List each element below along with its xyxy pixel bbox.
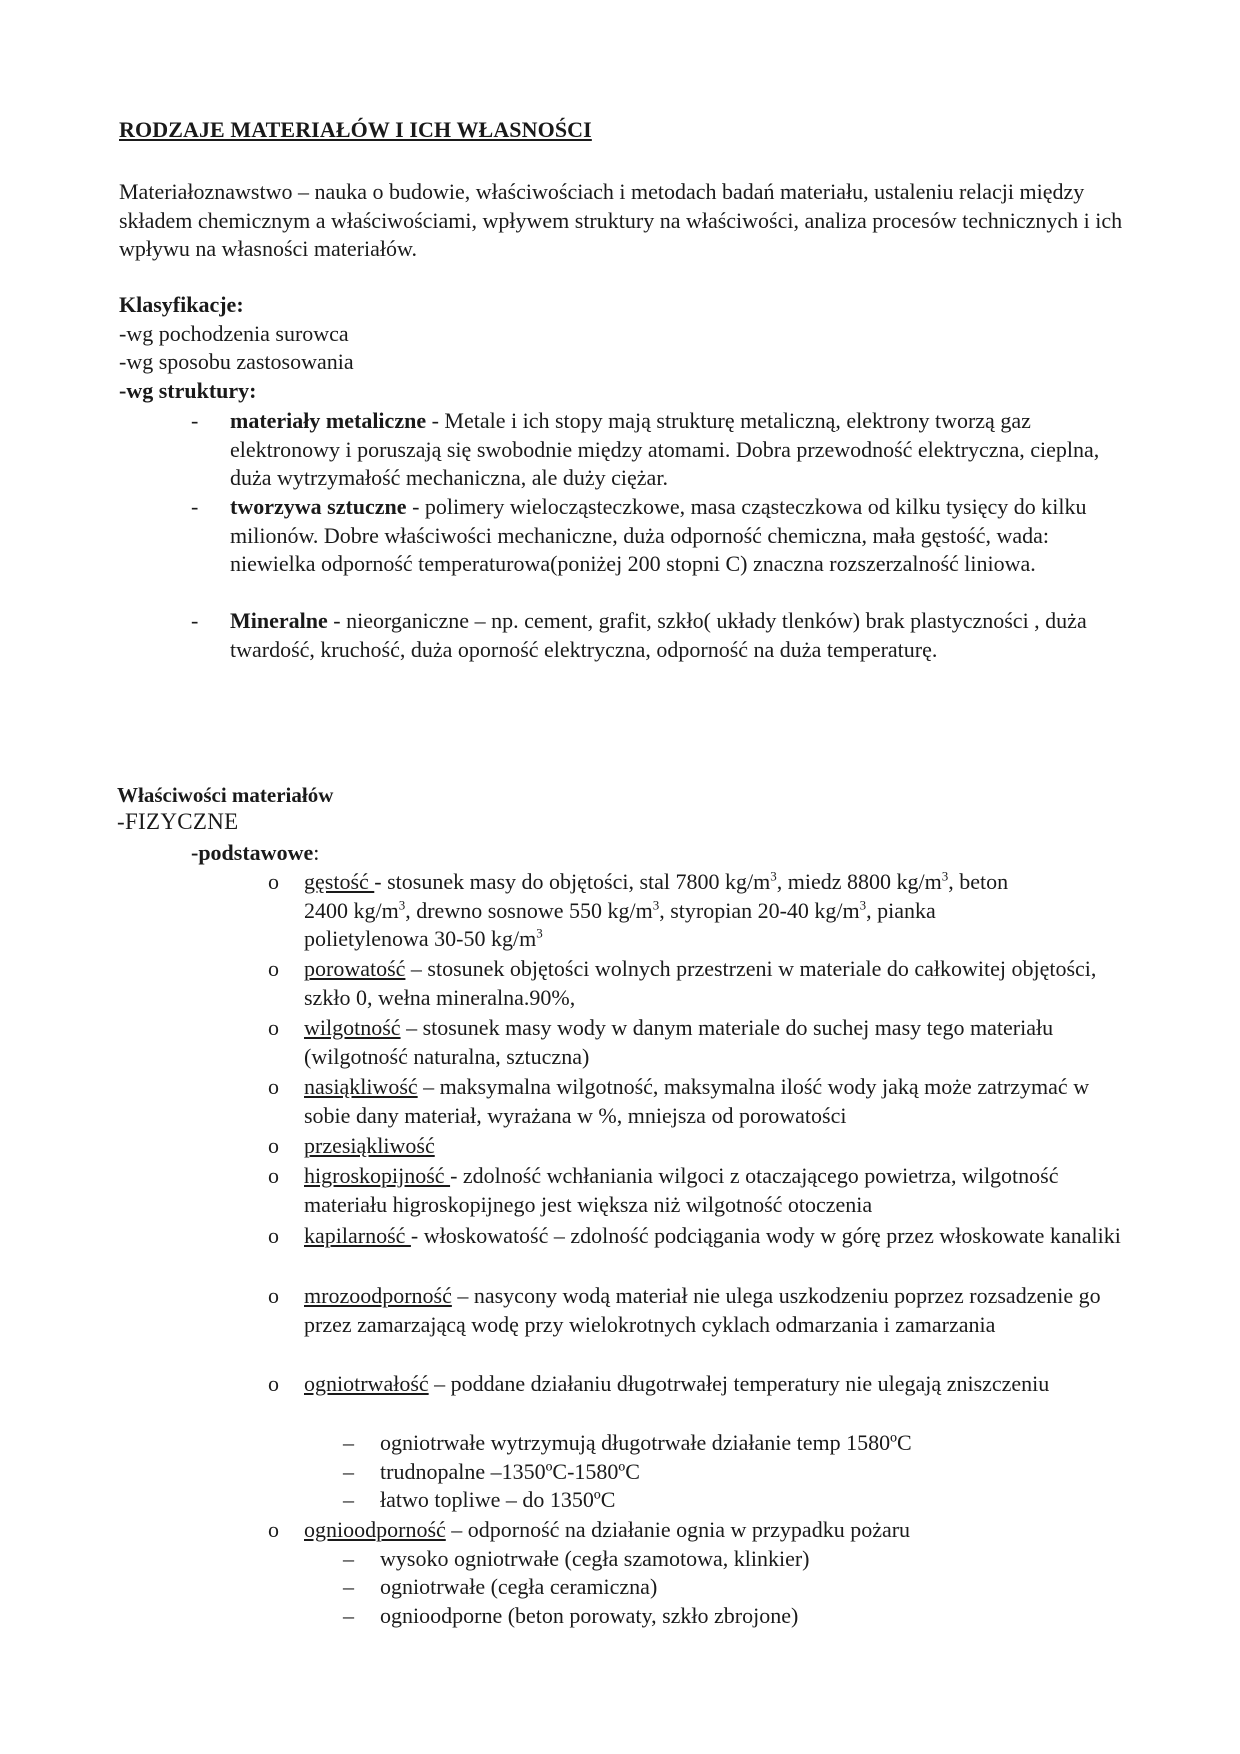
term: porowatość — [304, 956, 406, 981]
text: polietylenowa 30-50 kg/m — [304, 926, 537, 951]
property-permeability — [304, 1132, 1134, 1161]
properties-heading: Właściwości materiałów — [117, 783, 334, 807]
description: – stosunek objętości wolnych przestrzeni w materiale do całkowitej objętości, szkło 0, wełna mineralna.90%, — [304, 956, 1097, 1010]
dash-marker: – — [343, 1546, 354, 1571]
structure-item-metallic — [230, 407, 1135, 493]
dash-marker: – — [343, 1603, 354, 1628]
description: - włoskowatość – zdolność podciągania wody w górę przez włoskowate kanaliki — [410, 1223, 1121, 1248]
property-density — [304, 868, 1134, 954]
list-marker: o — [268, 1283, 279, 1308]
text: - stosunek masy do objętości, stal 7800 kg/m — [374, 869, 771, 894]
property-capillarity — [304, 1222, 1134, 1251]
description: – stosunek masy wody w danym materiale do suchej masy tego materiału (wilgotność naturalna, sztuczna) — [304, 1015, 1054, 1069]
classification-heading: Klasyfikacje: — [119, 292, 244, 317]
basic-label: -podstawowe — [191, 840, 314, 865]
description: – maksymalna wilgotność, maksymalna ilość wody jaką może zatrzymać w sobie dany materiał, wyrażana w %, mniejsza od porowatości — [304, 1074, 1090, 1128]
classification-structure: -wg struktury: — [119, 378, 257, 403]
term: Mineralne — [230, 608, 328, 633]
refractory-sub-item: trudnopalne –1350ºC-1580ºC — [380, 1459, 640, 1484]
term: tworzywa sztuczne — [230, 494, 407, 519]
description: – poddane działaniu długotrwałej temperatury nie ulegają zniszczeniu — [428, 1371, 1050, 1396]
physical-heading: -FIZYCZNE — [117, 809, 239, 834]
description: – nasycony wodą materiał nie ulega uszkodzeniu poprzez rozsadzenie go przez zamarzającą wodę przy wielokrotnych cyklach odmarzania i zamarzania — [304, 1283, 1101, 1337]
term: ogniotrwałość — [304, 1371, 429, 1396]
list-marker: o — [268, 1371, 279, 1396]
dash-marker: – — [343, 1430, 354, 1455]
bullet-mark: - — [191, 408, 199, 433]
property-absorbability — [304, 1073, 1134, 1130]
superscript: 3 — [770, 868, 777, 884]
property-porosity — [304, 955, 1134, 1012]
bullet-mark: - — [191, 608, 199, 633]
description: - nieorganiczne – np. cement, grafit, szkło( układy tlenków) brak plastyczności , duża twardość, kruchość, duża oporność elektryczna, odporność na duża temperaturę. — [230, 608, 1087, 662]
term: przesiąkliwość — [304, 1133, 435, 1158]
fireproof-sub-item: ognioodporne (beton porowaty, szkło zbrojone) — [380, 1603, 799, 1628]
text: , styropian 20-40 kg/m — [659, 897, 860, 923]
text: 2400 kg/m — [304, 897, 399, 923]
text: , beton — [948, 869, 1009, 894]
property-refractoriness — [304, 1370, 1134, 1399]
description: - polimery wielocząsteczkowe, masa cząsteczkowa od kilku tysięcy do kilku milionów. Dobre właściwości mechaniczne, duża odporność chemiczna, mała gęstość, wada: niewielka odporność temperaturowa(poniżej 200 stopni C) znaczna rozszerzalność liniowa. — [230, 494, 1087, 576]
page-title: RODZAJE MATERIAŁÓW I ICH WŁASNOŚCI — [119, 117, 592, 142]
superscript: 3 — [859, 897, 867, 913]
term: mrozoodporność — [304, 1283, 452, 1308]
list-marker: o — [268, 869, 279, 894]
term: ognioodporność — [304, 1517, 446, 1542]
list-marker: o — [268, 1074, 279, 1099]
term: materiały metaliczne — [230, 408, 427, 433]
text: , miedz 8800 kg/m — [776, 869, 942, 894]
fireproof-sub-item: wysoko ogniotrwałe (cegła szamotowa, klinkier) — [380, 1546, 810, 1571]
superscript: 3 — [536, 925, 543, 941]
property-moisture — [304, 1014, 1134, 1071]
description: - zdolność wchłaniania wilgoci z otaczającego powietrza, wilgotność materiału higroskopijnego jest większa niż wilgotność otoczenia — [304, 1163, 1059, 1217]
superscript: 3 — [652, 897, 660, 913]
intro-paragraph: Materiałoznawstwo – nauka o budowie, właściwościach i metodach badań materiału, ustaleniu relacji między składem chemicznym a właściwościami, wpływem struktury na właściwości, analiza procesów technicznych i ich wpływu na własności materiałów. — [119, 179, 1123, 261]
term: gęstość — [304, 869, 375, 894]
refractory-sub-item: ogniotrwałe wytrzymują długotrwałe działanie temp 1580ºC — [380, 1430, 912, 1455]
list-marker: o — [268, 1223, 279, 1248]
superscript: 3 — [941, 868, 949, 884]
property-hygroscopicity — [304, 1162, 1134, 1219]
classification-origin: -wg pochodzenia surowca — [119, 321, 349, 346]
dash-marker: – — [343, 1487, 354, 1512]
basic-heading: -podstawowe: — [191, 840, 320, 865]
list-marker: o — [268, 1163, 279, 1188]
list-marker: o — [268, 956, 279, 981]
list-marker: o — [268, 1133, 279, 1158]
text: , drewno sosnowe 550 kg/m — [405, 897, 653, 923]
text: , pianka — [866, 897, 936, 923]
bullet-mark: - — [191, 494, 199, 519]
classification-usage: -wg sposobu zastosowania — [119, 349, 354, 374]
term: kapilarność — [304, 1223, 411, 1248]
refractory-sub-item: łatwo topliwe – do 1350ºC — [380, 1487, 616, 1512]
property-fireproofness — [304, 1516, 1134, 1545]
description: - Metale i ich stopy mają strukturę metaliczną, elektrony tworzą gaz elektronowy i poruszają się swobodnie między atomami. Dobra przewodność elektryczna, cieplna, duża wytrzymałość mechaniczna, ale duży ciężar. — [230, 408, 1100, 490]
list-marker: o — [268, 1517, 279, 1542]
superscript: 3 — [398, 897, 406, 913]
dash-marker: – — [343, 1459, 354, 1484]
term: higroskopijność — [304, 1163, 451, 1188]
structure-item-plastics — [230, 493, 1135, 579]
term: nasiąkliwość — [304, 1074, 418, 1099]
structure-item-mineral — [230, 607, 1135, 664]
fireproof-sub-item: ogniotrwałe (cegła ceramiczna) — [380, 1574, 658, 1599]
dash-marker: – — [343, 1574, 354, 1599]
description: – odporność na działanie ognia w przypadku pożaru — [445, 1517, 911, 1542]
list-marker: o — [268, 1015, 279, 1040]
property-frost-resistance — [304, 1282, 1134, 1339]
term: wilgotność — [304, 1015, 401, 1040]
